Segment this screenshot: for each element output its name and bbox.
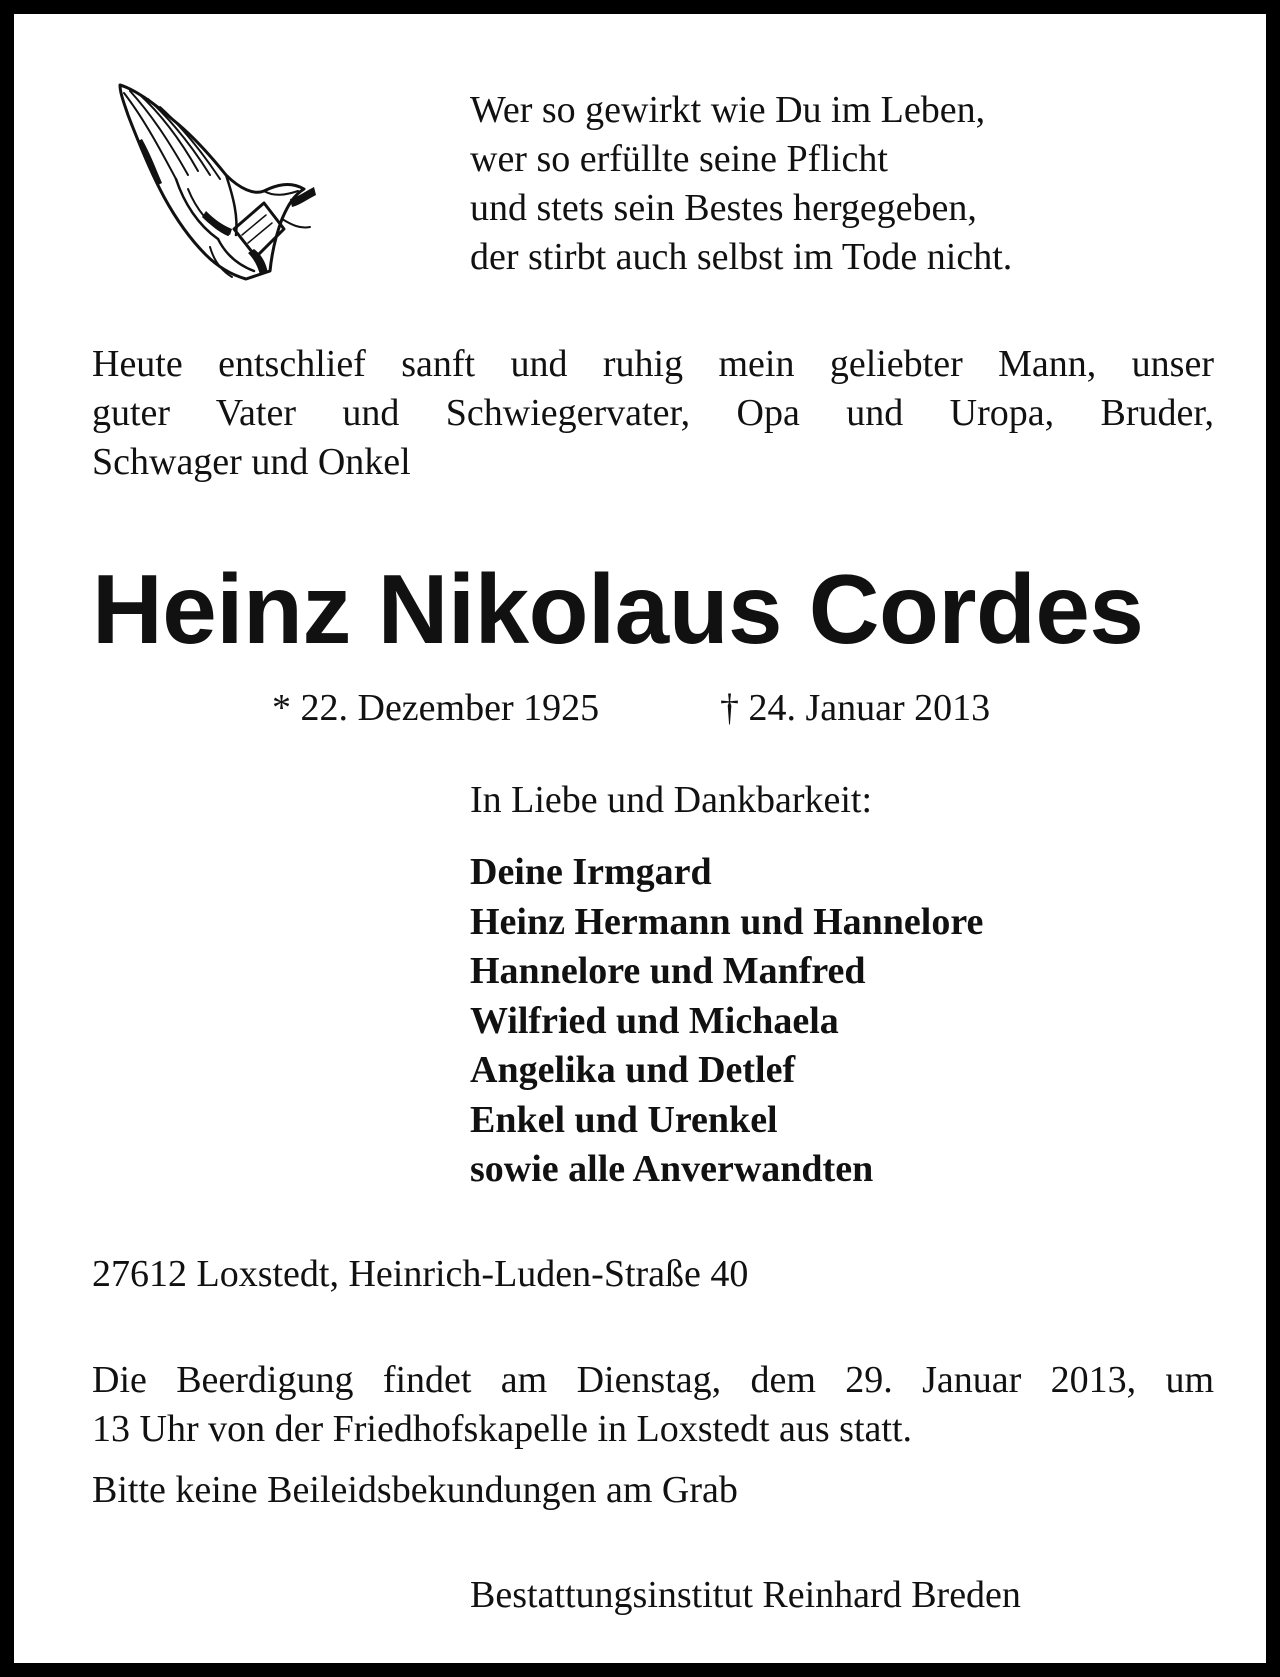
intro-line: guter Vater und Schwiegervater, Opa und Uropa, Bruder, (92, 392, 1214, 434)
mourner-name: Hannelore und Manfred (470, 950, 866, 992)
praying-hands-icon (114, 79, 334, 289)
mourners-list (470, 848, 983, 1195)
mourner-name: Wilfried und Michaela (470, 999, 839, 1042)
death-date: † 24. Januar 2013 (720, 687, 991, 729)
mourner-name: Heinz Hermann und Hannelore (470, 900, 984, 943)
intro-line: Schwager und Onkel (92, 441, 411, 483)
funeral-info (92, 1356, 1214, 1454)
intro-line: Heute entschlief sanft und ruhig mein geliebter Mann, unser (92, 343, 1214, 385)
poem-line: Wer so gewirkt wie Du im Leben, (470, 89, 986, 131)
condolence-note: Bitte keine Beileidsbekundungen am Grab (92, 1469, 738, 1511)
poem-line: und stets sein Bestes hergegeben, (470, 187, 977, 229)
birth-date: * 22. Dezember 1925 (272, 687, 600, 729)
poem-line: wer so erfüllte seine Pflicht (470, 138, 888, 180)
funeral-line: 13 Uhr von der Friedhofskapelle in Loxstedt aus statt. (92, 1408, 913, 1450)
undertaker: Bestattungsinstitut Reinhard Breden (470, 1574, 1021, 1616)
address: 27612 Loxstedt, Heinrich-Luden-Straße 40 (92, 1253, 749, 1295)
mourner-name: Angelika und Detlef (470, 1049, 796, 1091)
mourners-heading: In Liebe und Dankbarkeit: (470, 779, 873, 821)
mourner-name: sowie alle Anverwandten (470, 1148, 874, 1190)
poem-line: der stirbt auch selbst im Tode nicht. (470, 236, 1013, 278)
mourner-name: Enkel und Urenkel (470, 1098, 778, 1141)
poem (470, 86, 1012, 282)
intro-paragraph (92, 340, 1214, 487)
deceased-name: Heinz Nikolaus Cordes (92, 554, 1144, 664)
funeral-line: Die Beerdigung findet am Dienstag, dem 29. Januar 2013, um (92, 1359, 1214, 1401)
mourner-name: Deine Irmgard (470, 851, 712, 893)
